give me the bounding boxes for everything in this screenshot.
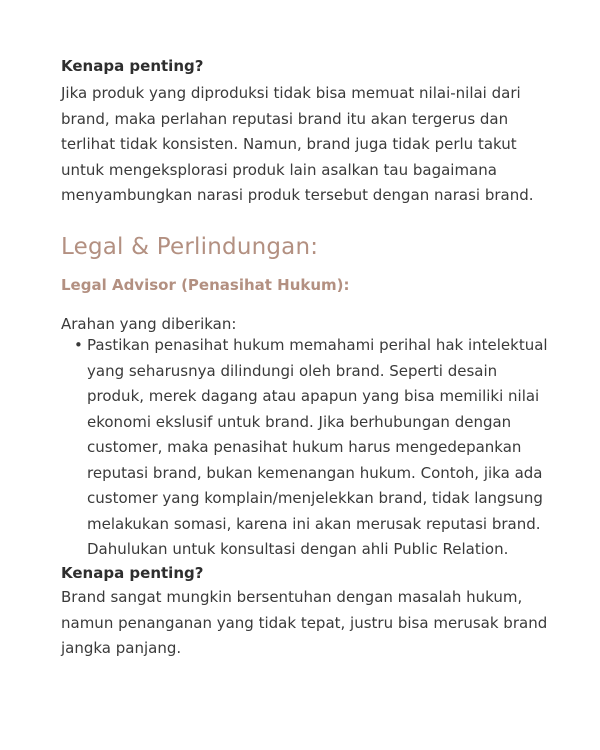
bullet-line: customer yang komplain/menjelekkan brand, tidak langsung <box>87 489 543 507</box>
bullet-list <box>61 333 581 563</box>
bullet-line: produk, merek dagang atau apapun yang bisa memiliki nilai <box>87 387 540 405</box>
paragraph-line: namun penanganan yang tidak tepat, justru bisa merusak brand <box>61 613 548 632</box>
bullet-line: yang seharusnya dilindungi oleh brand. Seperti desain <box>87 361 498 380</box>
paragraph-line: terlihat tidak konsisten. Namun, brand juga tidak perlu takut <box>61 135 517 153</box>
why-important-paragraph <box>61 81 534 209</box>
paragraph-line: Jika produk yang diproduksi tidak bisa memuat nilai-nilai dari <box>61 84 521 102</box>
bullet-line: reputasi brand, bukan kemenangan hukum. Contoh, jika ada <box>87 463 543 482</box>
bullet-text <box>87 333 581 563</box>
bullet-line: ekonomi ekslusif untuk brand. Jika berhubungan dengan <box>87 412 512 431</box>
bullet-line: Pastikan penasihat hukum memahami perihal hak intelektual <box>87 336 548 354</box>
bullet-line: melakukan somasi, karena ini akan merusak reputasi brand. <box>87 514 541 533</box>
paragraph-line: brand, maka perlahan reputasi brand itu akan tergerus dan <box>61 109 509 128</box>
paragraph-line: untuk mengeksplorasi produk lain asalkan tau bagaimana <box>61 160 497 179</box>
paragraph-line: menyambungkan narasi produk tersebut dengan narasi brand. <box>61 186 534 204</box>
intro-text: Arahan yang diberikan: <box>61 315 237 333</box>
bullet-line: customer, maka penasihat hukum harus mengedepankan <box>87 438 522 456</box>
why-important-paragraph-2 <box>61 585 547 662</box>
bullet-icon: • <box>74 336 83 354</box>
paragraph-line: jangka panjang. <box>61 639 182 657</box>
paragraph-line: Brand sangat mungkin bersentuhan dengan masalah hukum, <box>61 588 523 606</box>
why-important-heading: Kenapa penting? <box>61 57 204 75</box>
section-title-legal: Legal & Perlindungan: <box>61 234 319 260</box>
why-important-heading-2: Kenapa penting? <box>61 564 204 582</box>
subsection-title-legal-advisor: Legal Advisor (Penasihat Hukum): <box>61 276 350 294</box>
list-item <box>61 333 581 563</box>
bullet-line: Dahulukan untuk konsultasi dengan ahli Public Relation. <box>87 540 509 558</box>
